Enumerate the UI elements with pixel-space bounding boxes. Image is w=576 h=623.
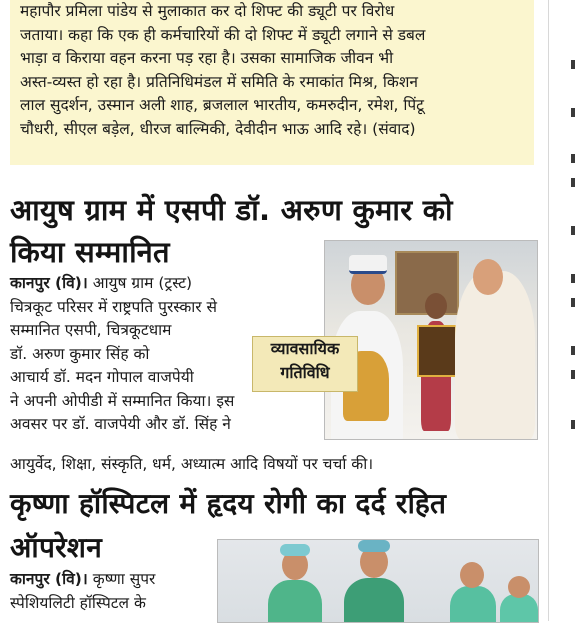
top-story-line: जताया। कहा कि एक ही कर्मचारियों की दो शिफ्ट में ड्यूटी लगाने से डबल [20, 25, 426, 44]
story2-line: स्पेशियलिटी हॉस्पिटल के [10, 593, 146, 612]
nurse-2-body [500, 594, 538, 623]
cut-text-fragment [571, 154, 575, 163]
story1-headline-line1: आयुष ग्राम में एसपी डॉ. अरुण कुमार को [10, 193, 453, 227]
top-story-line: चौधरी, सीएल बड़ेल, धीरज बाल्मिकी, देवीदीन भाऊ आदि रहे। (संवाद) [20, 119, 416, 138]
story2-headline-line1: कृष्णा हॉस्पिटल में हृदय रोगी का दर्द रहित [10, 487, 447, 520]
cut-text-fragment [571, 178, 575, 187]
story2-headline-line2: ऑपरेशन [10, 531, 103, 564]
person-middle-head [425, 293, 447, 319]
adjacent-column-strip [548, 0, 576, 621]
top-story-line: अस्त-व्यस्त हो रहा है। प्रतिनिधिमंडल में समिति के रमाकांत मिश्र, किशन [20, 72, 418, 91]
story2-line: कृष्णा सुपर [92, 570, 156, 588]
cut-text-fragment [571, 274, 575, 283]
story1-line: ने अपनी ओपीडी में सम्मानित किया। इस [10, 391, 235, 410]
story1-last-line: आयुर्वेद, शिक्षा, संस्कृति, धर्म, अध्यात्म आदि विषयों पर चर्चा की। [10, 455, 374, 473]
cut-text-fragment [571, 108, 575, 117]
story1-line: डॉ. अरुण कुमार सिंह को [10, 344, 150, 363]
nurse-1-head [460, 562, 484, 588]
story1-line: चित्रकूट परिसर में राष्ट्रपति पुरस्कार से [10, 297, 217, 316]
story1-line-first [10, 272, 310, 296]
surgical-cap [280, 544, 310, 556]
top-story-line: महापौर प्रमिला पांडेय से मुलाकात कर दो शिफ्ट की ड्यूटी पर विरोध [20, 2, 395, 20]
story1-line: आचार्य डॉ. मदन गोपाल वाजपेयी [10, 368, 194, 386]
cut-text-fragment [571, 60, 575, 69]
surgical-cap [358, 540, 390, 552]
cut-text-fragment [571, 298, 575, 307]
story1-line: अवसर पर डॉ. वाजपेयी और डॉ. सिंह ने [10, 415, 231, 433]
story1-line: सम्मानित एसपी, चित्रकूटधाम [10, 321, 172, 339]
doctor-2-body [344, 578, 404, 623]
cut-text-fragment [571, 370, 575, 379]
nurse-2-head [508, 576, 530, 598]
cut-text-fragment [571, 346, 575, 355]
doctor-1-body [268, 580, 322, 623]
business-activity-tag [252, 336, 358, 392]
top-story-line: लाल सुदर्शन, उस्मान अली शाह, ब्रजलाल भारतीय, कमरुदीन, रमेश, पिंटू [20, 96, 424, 114]
cut-text-fragment [571, 420, 575, 429]
story1-line: आयुष ग्राम (ट्रस्ट) [92, 274, 193, 292]
story2-photo [217, 539, 539, 623]
nurse-1-body [450, 586, 496, 623]
award-plaque [417, 325, 457, 377]
story1-dateline: कानपुर (वि)। [10, 274, 88, 292]
story2-line-first [10, 568, 210, 592]
person-right-body [455, 271, 535, 440]
tag-line2: गतिविधि [280, 363, 330, 382]
cut-text-fragment [571, 226, 575, 235]
story1-headline-line2: किया सम्मानित [10, 235, 170, 269]
top-story-line: भाड़ा व किराया वहन करना पड़ रहा है। उसका सामाजिक जीवन भी [20, 49, 394, 67]
top-story-text [20, 0, 526, 141]
story2-body [10, 568, 210, 615]
tag-line1: व्यावसायिक [270, 339, 340, 358]
story2-dateline: कानपुर (वि)। [10, 570, 88, 588]
person-right-head [473, 259, 503, 295]
cap [349, 255, 387, 274]
